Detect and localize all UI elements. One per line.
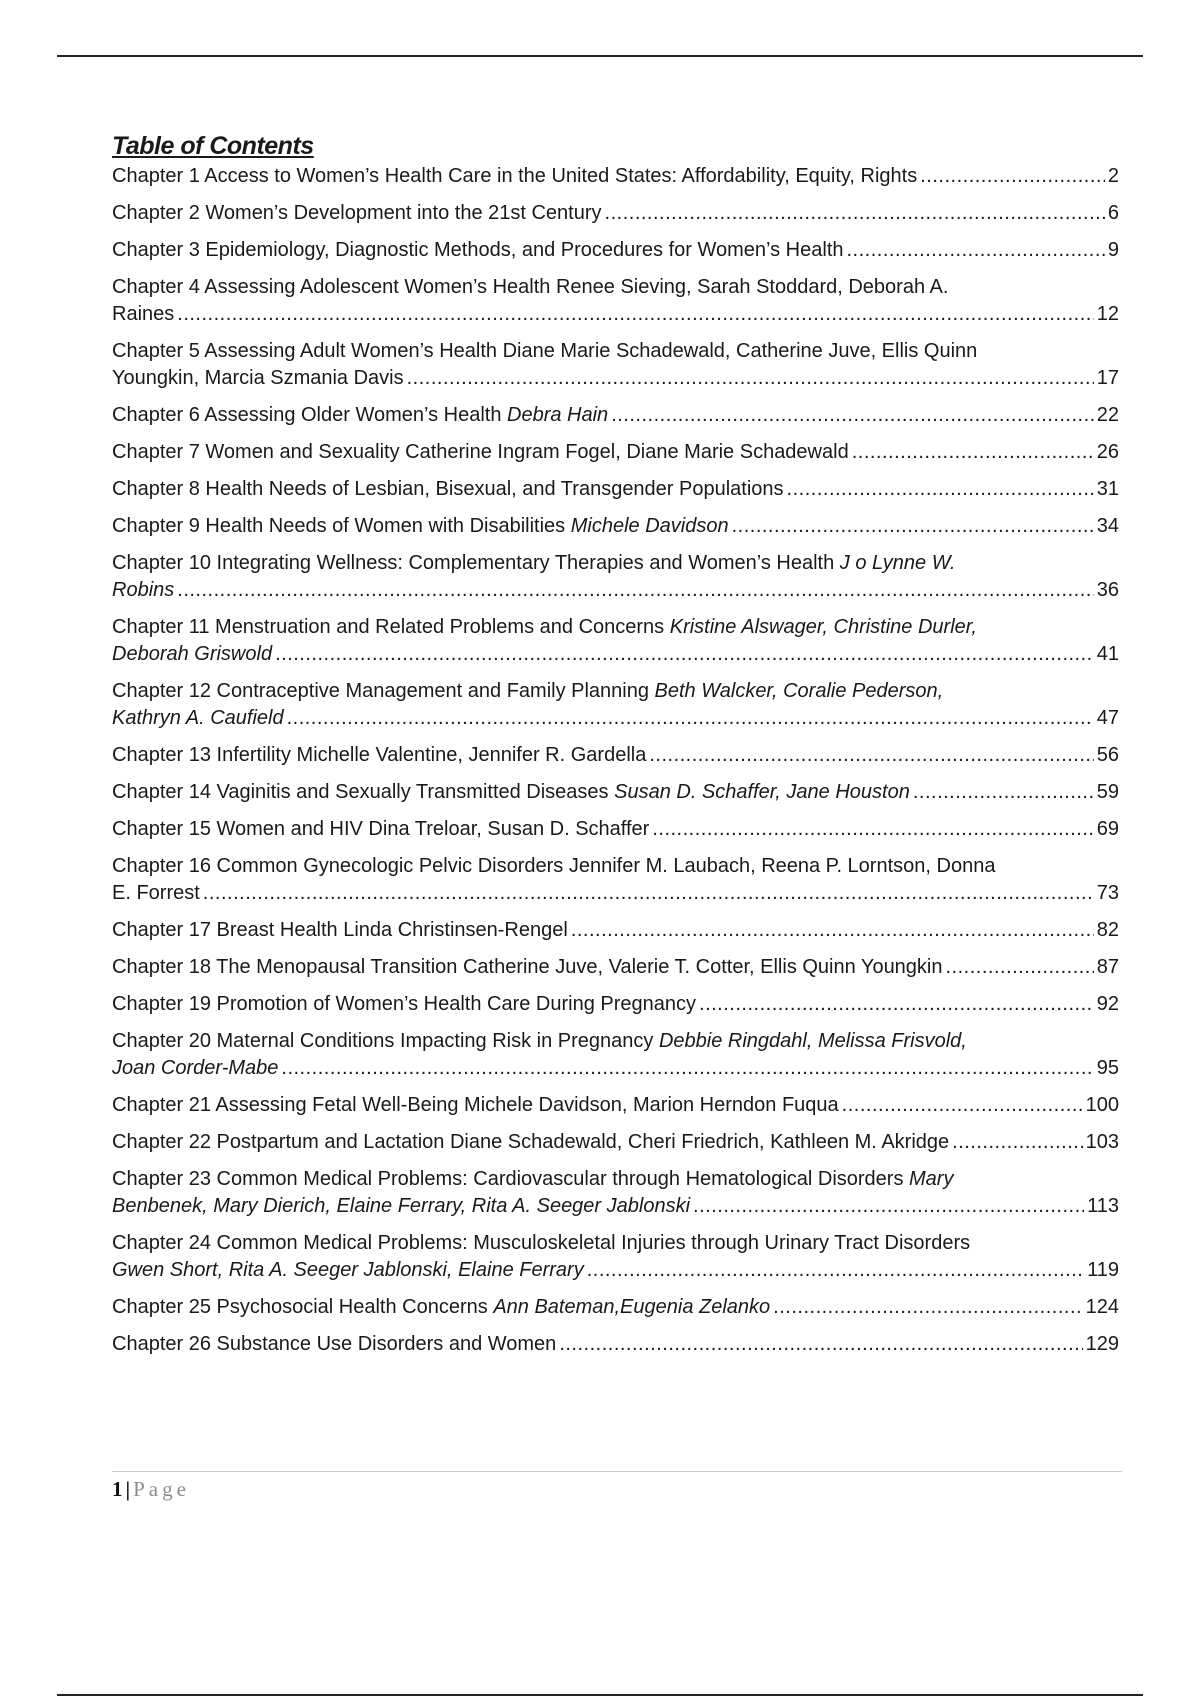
toc-entry-title: Chapter 20 Maternal Conditions Impacting Risk in Pregnancy: [112, 1030, 659, 1052]
toc-entry-text: [112, 476, 784, 503]
toc-entry-text: [112, 1294, 770, 1321]
toc-entry-line: [112, 1092, 1119, 1119]
toc-entry-title: Chapter 8 Health Needs of Lesbian, Bisexual, and Transgender Populations: [112, 478, 784, 500]
toc-entry-line: [112, 954, 1119, 981]
toc-entry[interactable]: [112, 237, 1119, 264]
toc-entry-page: 69: [1096, 818, 1119, 840]
toc-entry-line: [112, 1294, 1119, 1321]
toc-entry-first-line: [112, 1028, 1119, 1055]
toc-entry-page: 82: [1096, 919, 1119, 941]
toc-entry[interactable]: [112, 779, 1119, 806]
toc-entry-page: 87: [1096, 956, 1119, 978]
dot-leader: [559, 1331, 1082, 1358]
toc-entry-page: 12: [1096, 303, 1119, 325]
toc-entry-line: [112, 816, 1119, 843]
toc-entry-title: Chapter 11 Menstruation and Related Problems and Concerns: [112, 616, 670, 638]
toc-entry[interactable]: [112, 402, 1119, 429]
toc-entry-title: Chapter 7 Women and Sexuality Catherine Ingram Fogel, Diane Marie Schadewald: [112, 441, 849, 463]
dot-leader: [732, 513, 1094, 540]
toc-entry-first-line: [112, 1166, 1119, 1193]
toc-entry-page: 119: [1087, 1259, 1119, 1281]
toc-entry-text: [112, 1331, 556, 1358]
toc-entry-title: Chapter 12 Contraceptive Management and Family Planning: [112, 680, 655, 702]
toc-entry-title: Chapter 2 Women’s Development into the 21st Century: [112, 202, 602, 224]
toc-entry-text: [112, 237, 844, 264]
toc-entry-title: Raines: [112, 303, 175, 325]
toc-entry-page: 9: [1107, 239, 1119, 261]
toc-entry-line: [112, 705, 1119, 732]
toc-entry-first-line: [112, 338, 1119, 365]
toc-entry-page: 113: [1087, 1195, 1119, 1217]
toc-entry-text: [112, 577, 174, 604]
toc-entry[interactable]: [112, 742, 1119, 769]
page-word: Page: [133, 1477, 190, 1501]
toc-entry-page: 59: [1096, 781, 1119, 803]
toc-entry-authors: Beth Walcker, Coralie Pederson,: [654, 680, 944, 702]
dot-leader: [952, 1129, 1082, 1156]
toc-entry-line: [112, 301, 1119, 328]
toc-entry-text: [112, 513, 729, 540]
toc-entry-title: Chapter 3 Epidemiology, Diagnostic Methods, and Procedures for Women’s Health: [112, 239, 844, 261]
dot-leader: [773, 1294, 1082, 1321]
toc-entry-title: Chapter 6 Assessing Older Women’s Health: [112, 404, 508, 426]
dot-leader: [287, 705, 1094, 732]
dot-leader: [946, 954, 1094, 981]
toc-entry-page: 31: [1096, 478, 1119, 500]
toc-entry-page: 17: [1096, 367, 1119, 389]
bottom-rule: [57, 1694, 1143, 1696]
toc-entry-title: Chapter 14 Vaginitis and Sexually Transmitted Diseases: [112, 781, 615, 803]
toc-entry-title: Chapter 10 Integrating Wellness: Complementary Therapies and Women’s Health: [112, 552, 840, 574]
toc-entry-text: [112, 705, 284, 732]
toc-entry-title: E. Forrest: [112, 882, 200, 904]
toc-entry[interactable]: [112, 439, 1119, 466]
toc-entry-line: [112, 577, 1119, 604]
toc-entry-page: 103: [1085, 1131, 1119, 1153]
toc-entry-text: [112, 402, 608, 429]
toc-entry-title: Chapter 4 Assessing Adolescent Women’s Health Renee Sieving, Sarah Stoddard, Deborah A.: [112, 276, 949, 298]
toc-entry[interactable]: [112, 1294, 1119, 1321]
toc-entry-line: [112, 742, 1119, 769]
toc-entry-page: 34: [1096, 515, 1119, 537]
toc-entry-authors: Gwen Short, Rita A. Seeger Jablonski, Elaine Ferrary: [112, 1259, 584, 1281]
toc-entry-line: [112, 237, 1119, 264]
toc-entry[interactable]: [112, 853, 1119, 907]
toc-entry-title: Chapter 16 Common Gynecologic Pelvic Disorders Jennifer M. Laubach, Reena P. Lorntson, Donna: [112, 855, 996, 877]
toc-entry-title: Chapter 26 Substance Use Disorders and Women: [112, 1333, 557, 1355]
toc-entry-authors: Kristine Alswager, Christine Durler,: [669, 616, 977, 638]
toc-entry-text: [112, 742, 646, 769]
toc-entry-authors: Susan D. Schaffer, Jane Houston: [614, 781, 910, 803]
toc-entry[interactable]: [112, 513, 1119, 540]
toc-entry-text: [112, 917, 568, 944]
toc-entry-line: [112, 365, 1119, 392]
toc-entry-first-line: [112, 678, 1119, 705]
toc-entry-text: [112, 1092, 839, 1119]
toc-entry-authors: Benbenek, Mary Dierich, Elaine Ferrary, Rita A. Seeger Jablonski: [112, 1195, 691, 1217]
toc-entry[interactable]: [112, 338, 1119, 392]
toc-entry-line: [112, 1193, 1119, 1220]
toc-entry[interactable]: [112, 274, 1119, 328]
toc-entry[interactable]: [112, 163, 1119, 190]
toc-entry-line: [112, 200, 1119, 227]
toc-entry-line: [112, 779, 1119, 806]
toc-entry-text: [112, 163, 917, 190]
toc-entry-page: 73: [1096, 882, 1119, 904]
dot-leader: [852, 439, 1094, 466]
toc-entry-line: [112, 1331, 1119, 1358]
toc-entry-page: 6: [1107, 202, 1119, 224]
toc-entry-first-line: [112, 853, 1119, 880]
dot-leader: [275, 641, 1094, 668]
toc-entry-page: 124: [1085, 1296, 1119, 1318]
toc-entry-title: Chapter 19 Promotion of Women’s Health Care During Pregnancy: [112, 993, 697, 1015]
toc-entry-line: [112, 880, 1119, 907]
dot-leader: [587, 1257, 1084, 1284]
dot-leader: [699, 991, 1094, 1018]
toc-entry[interactable]: [112, 200, 1119, 227]
toc-entry-page: 2: [1107, 165, 1119, 187]
dot-leader: [203, 880, 1094, 907]
dot-leader: [605, 200, 1105, 227]
dot-leader: [913, 779, 1094, 806]
toc-entry-text: [112, 1193, 690, 1220]
toc-entry-authors: Debbie Ringdahl, Melissa Frisvold,: [658, 1030, 967, 1052]
dot-leader: [649, 742, 1093, 769]
toc-entry-page: 95: [1096, 1057, 1119, 1079]
toc-entry[interactable]: [112, 678, 1119, 732]
dot-leader: [787, 476, 1094, 503]
toc-entry-line: [112, 163, 1119, 190]
toc-entry[interactable]: [112, 1331, 1119, 1358]
toc-entry-title: Chapter 23 Common Medical Problems: Cardiovascular through Hematological Disorders: [112, 1168, 910, 1190]
dot-leader: [407, 365, 1094, 392]
toc-entry-title: Chapter 17 Breast Health Linda Christinsen-Rengel: [112, 919, 568, 941]
toc-entry[interactable]: [112, 1028, 1119, 1082]
toc-entry-page: 36: [1096, 579, 1119, 601]
toc-entry-text: [112, 365, 404, 392]
toc-entry-text: [112, 880, 200, 907]
toc-entry-authors: Mary: [909, 1168, 954, 1190]
toc-entry-title: Chapter 18 The Menopausal Transition Catherine Juve, Valerie T. Cotter, Ellis Quinn Youngkin: [112, 956, 943, 978]
dot-leader: [847, 237, 1105, 264]
dot-leader: [281, 1055, 1093, 1082]
toc-entry-authors: Joan Corder-Mabe: [112, 1057, 279, 1079]
toc-entry-line: [112, 641, 1119, 668]
toc-entry-line: [112, 991, 1119, 1018]
toc-entry-text: [112, 1257, 584, 1284]
dot-leader: [842, 1092, 1083, 1119]
toc-entry[interactable]: [112, 1166, 1119, 1220]
toc-entry[interactable]: [112, 1092, 1119, 1119]
toc-entry-authors: Michele Davidson: [570, 515, 729, 537]
table-of-contents: [112, 131, 1119, 1368]
toc-entry-line: [112, 917, 1119, 944]
toc-entry[interactable]: [112, 476, 1119, 503]
dot-leader: [920, 163, 1105, 190]
toc-entry-title: Chapter 25 Psychosocial Health Concerns: [112, 1296, 494, 1318]
toc-entry-text: [112, 1055, 278, 1082]
toc-entry-first-line: [112, 274, 1119, 301]
toc-entry-text: [112, 1129, 949, 1156]
toc-entry-line: [112, 402, 1119, 429]
dot-leader: [177, 301, 1093, 328]
toc-entry-first-line: [112, 550, 1119, 577]
top-rule: [57, 55, 1143, 57]
toc-entry-title: Chapter 21 Assessing Fetal Well-Being Michele Davidson, Marion Herndon Fuqua: [112, 1094, 839, 1116]
toc-entry[interactable]: [112, 614, 1119, 668]
toc-entry-text: [112, 301, 174, 328]
toc-entry-page: 100: [1085, 1094, 1119, 1116]
toc-entry-line: [112, 476, 1119, 503]
toc-title: Table of Contents: [112, 132, 314, 160]
toc-entry[interactable]: [112, 1129, 1119, 1156]
toc-entry-line: [112, 1257, 1119, 1284]
toc-entry-title: Chapter 24 Common Medical Problems: Musculoskeletal Injuries through Urinary Tract Disorders: [112, 1232, 971, 1254]
toc-entry-authors: Kathryn A. Caufield: [112, 707, 284, 729]
toc-entry[interactable]: [112, 550, 1119, 604]
toc-entry[interactable]: [112, 954, 1119, 981]
toc-entry[interactable]: [112, 816, 1119, 843]
toc-entry-title: Youngkin, Marcia Szmania Davis: [112, 367, 404, 389]
toc-entry-authors: Deborah Griswold: [112, 643, 273, 665]
toc-entries: [112, 163, 1119, 1358]
toc-entry-line: [112, 439, 1119, 466]
page-separator: |: [125, 1477, 131, 1501]
dot-leader: [177, 577, 1093, 604]
footer-rule: [112, 1471, 1122, 1472]
toc-entry-text: [112, 439, 849, 466]
toc-entry-line: [112, 1129, 1119, 1156]
toc-entry-text: [112, 816, 649, 843]
toc-entry-text: [112, 991, 696, 1018]
toc-entry-title: Chapter 5 Assessing Adult Women’s Health Diane Marie Schadewald, Catherine Juve, Ellis Quinn: [112, 340, 978, 362]
toc-entry-title: Chapter 13 Infertility Michelle Valentine, Jennifer R. Gardella: [112, 744, 647, 766]
toc-entry-authors: J o Lynne W.: [839, 552, 956, 574]
toc-entry-line: [112, 513, 1119, 540]
toc-entry-title: Chapter 9 Health Needs of Women with Disabilities: [112, 515, 571, 537]
toc-entry-page: 92: [1096, 993, 1119, 1015]
dot-leader: [611, 402, 1094, 429]
toc-entry-authors: Debra Hain: [507, 404, 609, 426]
toc-entry-title: Chapter 1 Access to Women’s Health Care in the United States: Affordability, Equity, Rights: [112, 165, 918, 187]
page-number: 1: [112, 1477, 123, 1501]
toc-entry-page: 22: [1096, 404, 1119, 426]
page-footer: [112, 1477, 190, 1502]
toc-entry[interactable]: [112, 917, 1119, 944]
dot-leader: [693, 1193, 1084, 1220]
toc-entry-title: Chapter 22 Postpartum and Lactation Diane Schadewald, Cheri Friedrich, Kathleen M. Akridge: [112, 1131, 950, 1153]
toc-entry-text: [112, 954, 943, 981]
toc-entry-page: 47: [1096, 707, 1119, 729]
toc-entry-authors: Ann Bateman,Eugenia Zelanko: [493, 1296, 771, 1318]
toc-entry-first-line: [112, 614, 1119, 641]
dot-leader: [652, 816, 1093, 843]
toc-entry-text: [112, 641, 272, 668]
toc-entry-page: 56: [1096, 744, 1119, 766]
toc-entry-first-line: [112, 1230, 1119, 1257]
toc-entry-page: 129: [1085, 1333, 1119, 1355]
toc-entry-page: 26: [1096, 441, 1119, 463]
toc-entry-text: [112, 779, 910, 806]
dot-leader: [571, 917, 1094, 944]
toc-entry-text: [112, 200, 602, 227]
toc-entry[interactable]: [112, 1230, 1119, 1284]
toc-entry[interactable]: [112, 991, 1119, 1018]
toc-entry-line: [112, 1055, 1119, 1082]
toc-entry-page: 41: [1096, 643, 1119, 665]
toc-entry-title: Chapter 15 Women and HIV Dina Treloar, Susan D. Schaffer: [112, 818, 650, 840]
toc-entry-authors: Robins: [112, 579, 175, 601]
